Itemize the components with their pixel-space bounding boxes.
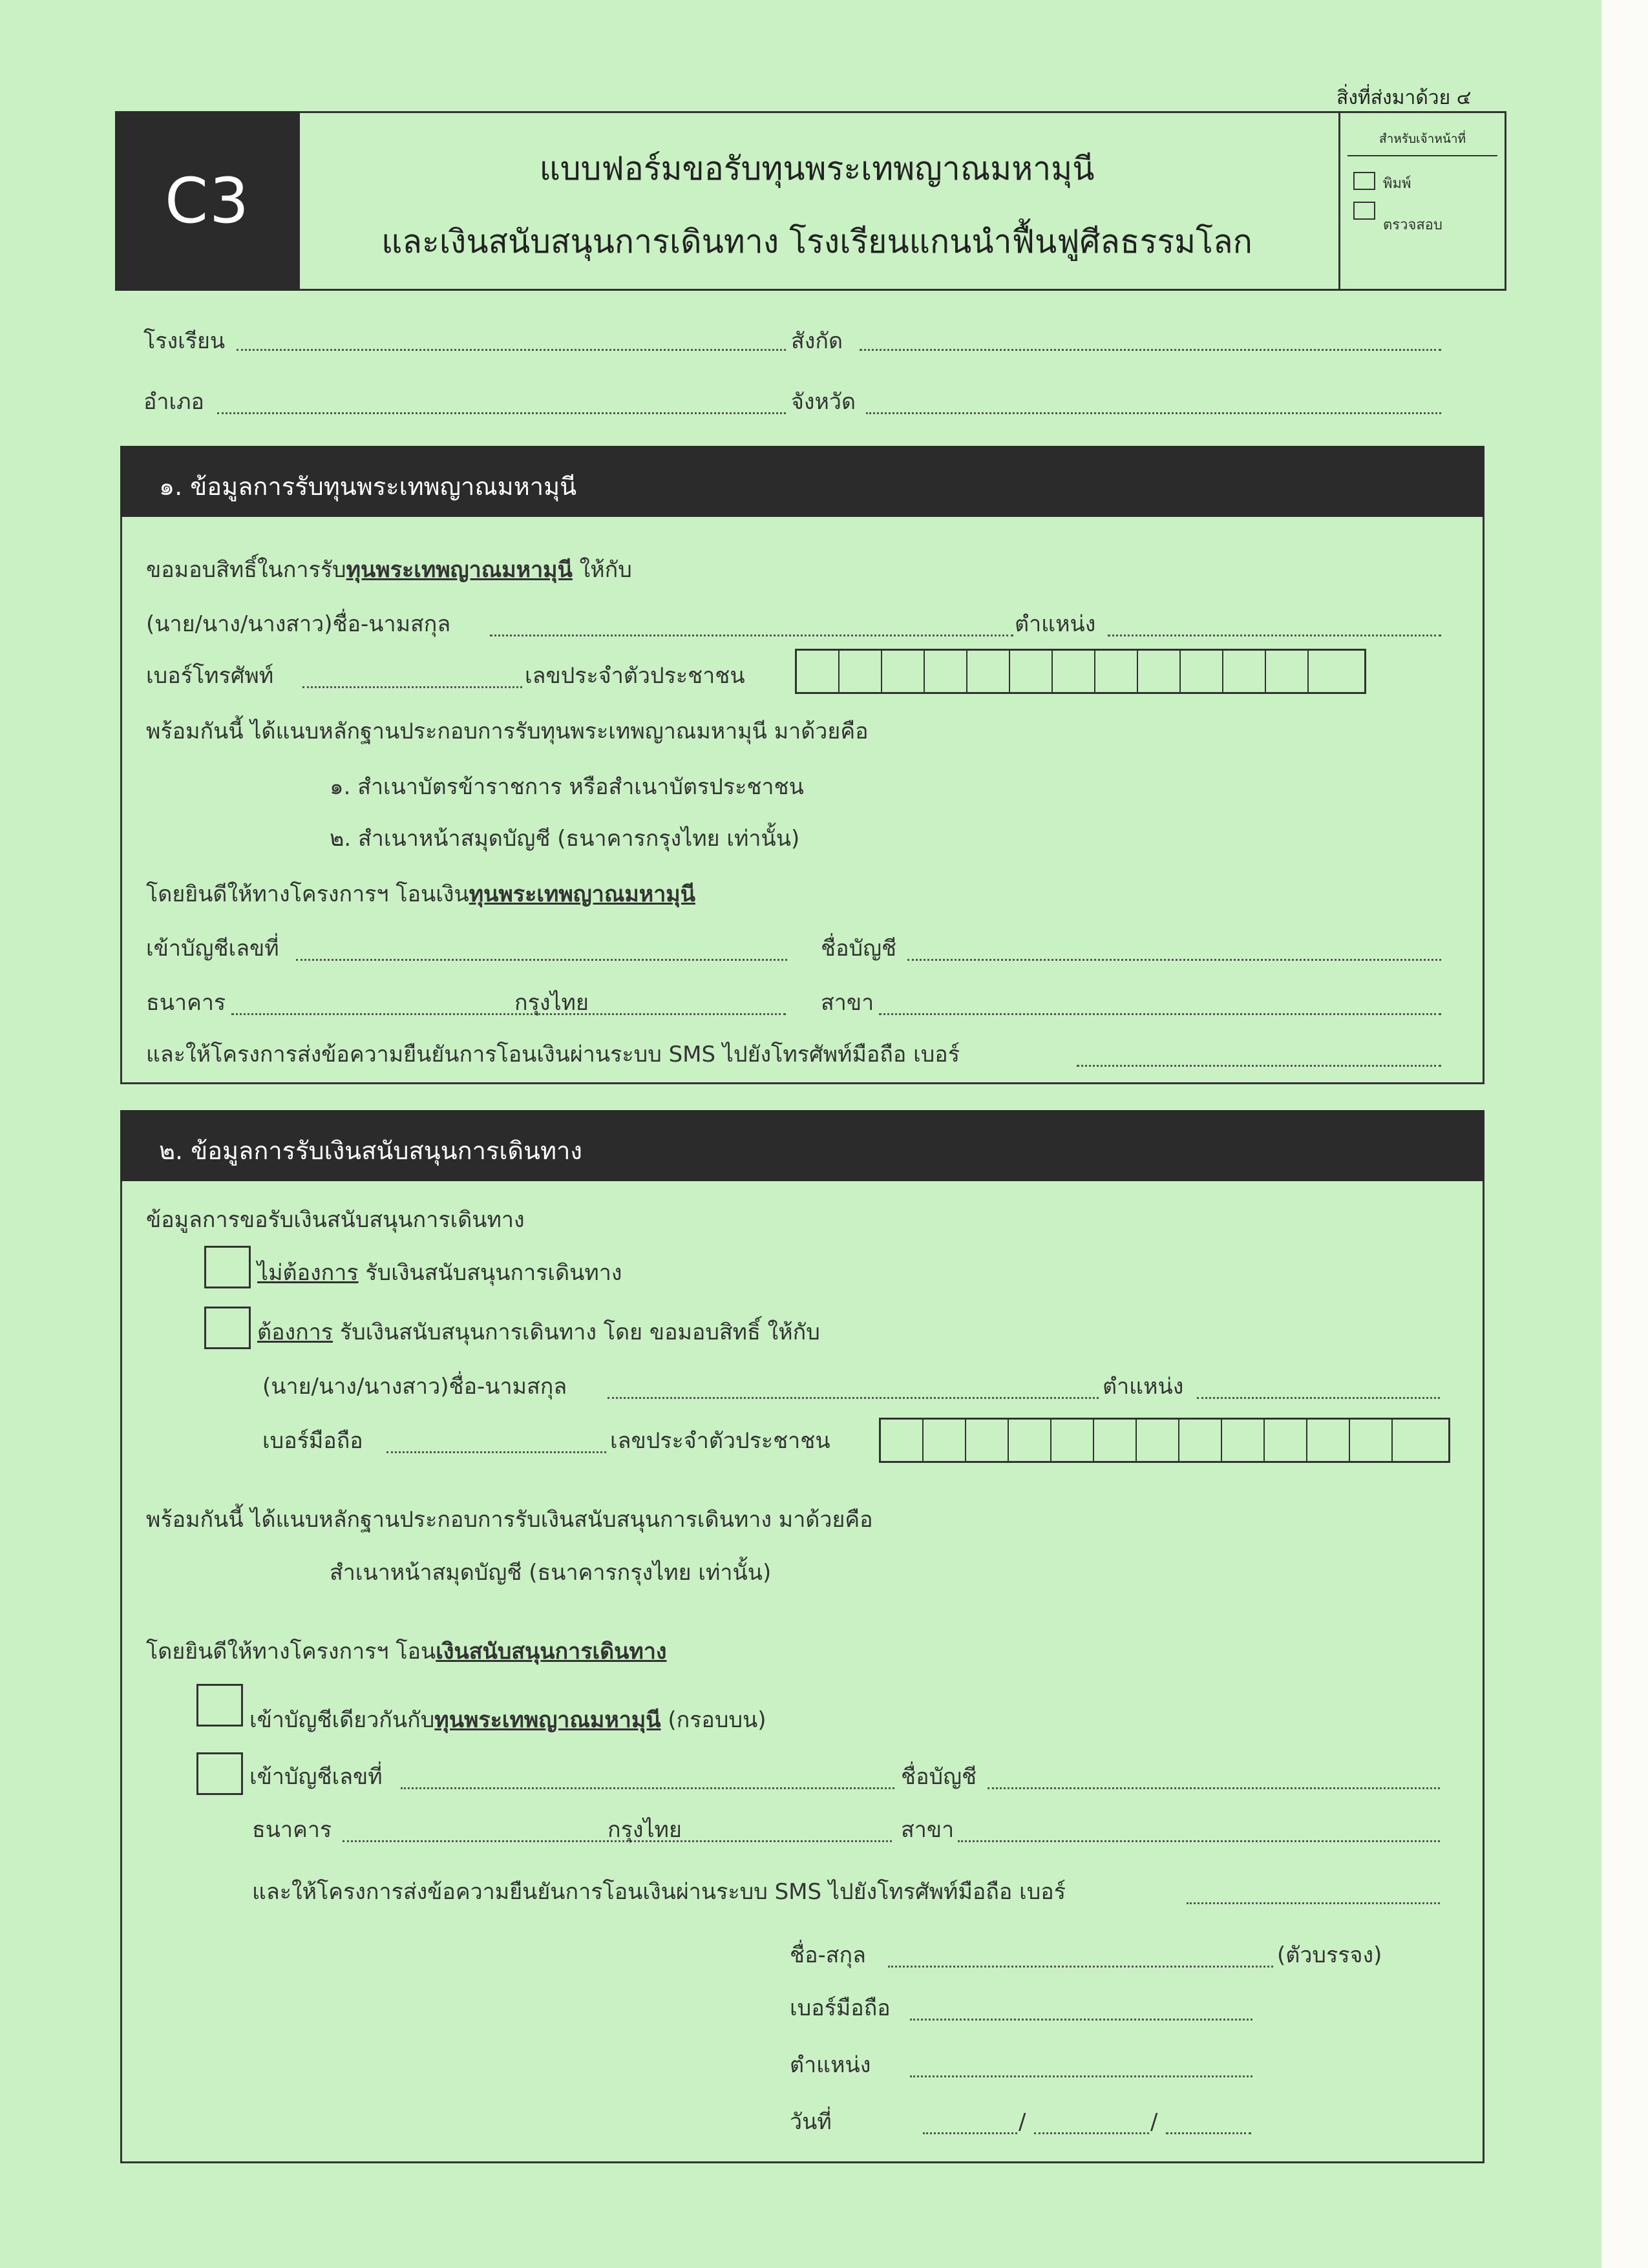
s2-intro: ข้อมูลการขอรับเงินสนับสนุนการเดินทาง <box>146 1207 525 1233</box>
s2-consent-bold: เงินสนับสนุนการเดินทาง <box>436 1639 667 1664</box>
province-label: จังหวัด <box>791 389 856 415</box>
s1-consent-prefix: โดยยินดีให้ทางโครงการฯ โอนเงิน <box>146 881 469 907</box>
s2-mobile-field[interactable] <box>386 1451 606 1453</box>
s1-evidence-1: ๑. สำเนาบัตรข้าราชการ หรือสำเนาบัตรประชาชน <box>330 774 804 800</box>
s2-branch-field[interactable] <box>958 1840 1440 1842</box>
s2-option-no <box>257 1259 622 1287</box>
province-field[interactable] <box>866 412 1441 414</box>
s1-grant-line <box>146 556 632 584</box>
s2-date-year-field[interactable] <box>1166 2132 1251 2134</box>
section1-heading-text: ๑. ข้อมูลการรับทุนพระเทพญาณมหามุนี <box>159 472 577 501</box>
s2-option-no-u: ไม่ต้องการ <box>257 1260 359 1286</box>
s2-option-yes-u: ต้องการ <box>257 1319 333 1345</box>
s1-grant-bold: ทุนพระเทพญาณมหามุนี <box>346 557 573 583</box>
s2-date-day-field[interactable] <box>923 2132 1017 2134</box>
s1-account-name-label: ชื่อบัญชี <box>821 936 897 961</box>
s1-name-field[interactable] <box>490 635 1013 636</box>
s1-grant-prefix: ขอมอบสิทธิ์ในการรับ <box>146 557 346 583</box>
s1-phone-field[interactable] <box>302 686 522 688</box>
affiliation-field[interactable] <box>860 349 1441 351</box>
s2-option-no-rest: รับเงินสนับสนุนการเดินทาง <box>358 1260 622 1286</box>
s1-consent-bold: ทุนพระเทพญาณมหามุนี <box>469 881 695 907</box>
print-label: พิมพ์ <box>1383 176 1411 192</box>
s2-account-no-field[interactable] <box>401 1787 894 1789</box>
s1-bank-label: ธนาคาร <box>146 990 226 1016</box>
s2-name-label: (นาย/นาง/นางสาว)ชื่อ-นามสกุล <box>262 1374 567 1400</box>
verify-label: ตรวจสอบ <box>1383 217 1442 233</box>
s2-position-label: ตำแหน่ง <box>1103 1374 1184 1400</box>
s2-name-field[interactable] <box>607 1397 1099 1399</box>
s1-account-no-field[interactable] <box>296 959 787 961</box>
s2-date-sep-2: / <box>1150 2109 1158 2135</box>
s2-signer-mobile-label: เบอร์มือถือ <box>790 1995 891 2021</box>
official-use-title: สำหรับเจ้าหน้าที่ <box>1347 129 1497 156</box>
s2-option-yes-checkbox[interactable] <box>204 1307 251 1349</box>
s1-account-no-label: เข้าบัญชีเลขที่ <box>146 936 279 961</box>
s2-consent-line <box>146 1637 667 1666</box>
print-checkbox[interactable] <box>1353 172 1375 190</box>
section1-box <box>120 446 1484 1084</box>
s2-account-no-label: เข้าบัญชีเลขที่ <box>249 1764 383 1790</box>
s1-grant-suffix: ให้กับ <box>572 557 632 583</box>
s1-branch-label: สาขา <box>821 990 874 1016</box>
s2-date-label: วันที่ <box>790 2109 832 2135</box>
school-field[interactable] <box>237 349 786 351</box>
s2-consent-prefix: โดยยินดีให้ทางโครงการฯ โอน <box>146 1639 436 1664</box>
s1-consent-line <box>146 880 695 908</box>
affiliation-label: สังกัด <box>791 328 843 354</box>
s2-account-name-field[interactable] <box>988 1787 1440 1789</box>
verify-checkbox[interactable] <box>1353 202 1375 220</box>
s2-evidence-intro: พร้อมกันนี้ ได้แนบหลักฐานประกอบการรับเงินสนับสนุนการเดินทาง มาด้วยคือ <box>146 1507 873 1533</box>
s2-date-month-field[interactable] <box>1034 2132 1149 2134</box>
s1-position-label: ตำแหน่ง <box>1015 611 1096 637</box>
s1-evidence-intro: พร้อมกันนี้ ได้แนบหลักฐานประกอบการรับทุนพระเทพญาณมหามุนี มาด้วยคือ <box>146 719 869 744</box>
s1-account-name-field[interactable] <box>907 959 1441 961</box>
s1-sms-label: และให้โครงการส่งข้อความยืนยันการโอนเงินผ่านระบบ SMS ไปยังโทรศัพท์มือถือ เบอร์ <box>146 1042 960 1067</box>
s1-position-field[interactable] <box>1108 635 1441 636</box>
school-label: โรงเรียน <box>143 328 226 354</box>
s1-name-label: (นาย/นาง/นางสาว)ชื่อ-นามสกุล <box>146 611 451 637</box>
s2-option-yes-rest: รับเงินสนับสนุนการเดินทาง โดย ขอมอบสิทธิ์ ให้กับ <box>333 1319 820 1345</box>
s2-id-grid[interactable] <box>879 1418 1450 1463</box>
s2-signer-position-label: ตำแหน่ง <box>790 2052 871 2078</box>
enclosure-note: สิ่งที่ส่งมาด้วย ๔ <box>1336 87 1472 109</box>
form-title-line2: และเงินสนับสนุนการเดินทาง โรงเรียนแกนนำฟื้นฟูศีลธรรมโลก <box>381 223 1252 260</box>
s2-same-account <box>249 1706 766 1734</box>
s2-bank-value: กรุงไทย <box>607 1817 682 1843</box>
s2-date-sep-1: / <box>1019 2109 1026 2135</box>
s2-signer-name-label: ชื่อ-สกุล <box>790 1942 866 1968</box>
s2-signer-name-note: (ตัวบรรจง) <box>1277 1942 1382 1968</box>
s2-same-account-prefix: เข้าบัญชีเดียวกันกับ <box>249 1707 435 1733</box>
s1-id-grid[interactable] <box>795 649 1366 694</box>
s2-branch-label: สาขา <box>901 1817 955 1843</box>
s2-id-label: เลขประจำตัวประชาชน <box>610 1428 830 1454</box>
s2-other-account-checkbox[interactable] <box>196 1752 243 1795</box>
section2-heading-text: ๒. ข้อมูลการรับเงินสนับสนุนการเดินทาง <box>159 1137 582 1165</box>
s2-account-name-label: ชื่อบัญชี <box>901 1764 977 1790</box>
district-label: อำเภอ <box>143 389 204 415</box>
section1-heading <box>120 446 1484 517</box>
s2-option-no-checkbox[interactable] <box>204 1246 251 1288</box>
section2-heading <box>120 1110 1484 1181</box>
s2-position-field[interactable] <box>1197 1397 1440 1399</box>
s1-id-label: เลขประจำตัวประชาชน <box>525 663 745 689</box>
s2-same-account-checkbox[interactable] <box>196 1684 243 1727</box>
s2-option-yes <box>257 1318 820 1347</box>
district-field[interactable] <box>217 412 786 414</box>
s1-sms-field[interactable] <box>1077 1065 1441 1067</box>
form-title-line1: แบบฟอร์มขอรับทุนพระเทพญาณมหามุนี <box>539 150 1095 187</box>
s2-mobile-label: เบอร์มือถือ <box>262 1428 363 1454</box>
s2-same-account-suffix: (กรอบบน) <box>660 1707 766 1733</box>
s2-signer-position-field[interactable] <box>910 2075 1252 2077</box>
s2-bank-label: ธนาคาร <box>252 1817 332 1843</box>
page-edge <box>1601 0 1648 2268</box>
s1-phone-label: เบอร์โทรศัพท์ <box>146 663 274 689</box>
s1-evidence-2: ๒. สำเนาหน้าสมุดบัญชี (ธนาคารกรุงไทย เท่านั้น) <box>330 826 800 852</box>
s1-branch-field[interactable] <box>879 1013 1441 1015</box>
s1-bank-value: กรุงไทย <box>514 990 589 1016</box>
s2-signer-mobile-field[interactable] <box>910 2019 1252 2021</box>
s2-sms-label: และให้โครงการส่งข้อความยืนยันการโอนเงินผ่านระบบ SMS ไปยังโทรศัพท์มือถือ เบอร์ <box>252 1879 1066 1905</box>
s2-signer-name-field[interactable] <box>888 1966 1273 1968</box>
s2-evidence-1: สำเนาหน้าสมุดบัญชี (ธนาคารกรุงไทย เท่านั้น) <box>330 1560 772 1586</box>
s1-bank-field[interactable] <box>231 1013 786 1015</box>
form-code: C3 <box>115 111 300 291</box>
s2-sms-field[interactable] <box>1187 1902 1440 1904</box>
s2-same-account-bold: ทุนพระเทพญาณมหามุนี <box>434 1707 661 1733</box>
